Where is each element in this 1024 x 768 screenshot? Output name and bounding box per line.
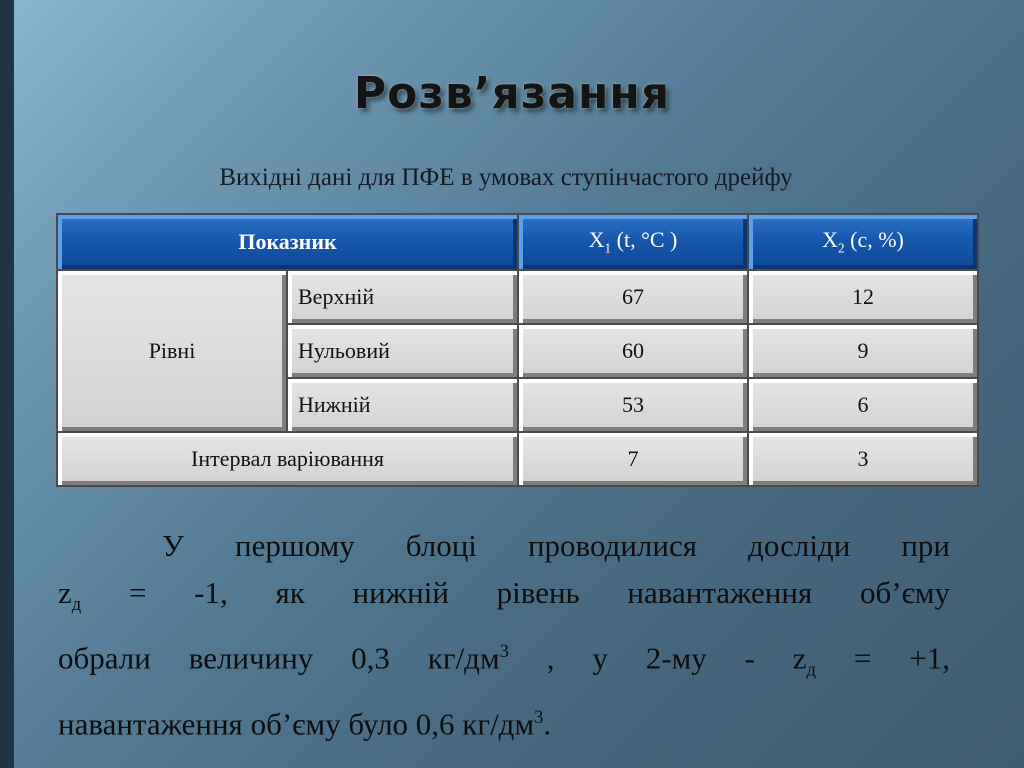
header-x1-sub: 1 [604, 240, 612, 256]
header-x2 [748, 214, 978, 270]
x1-value: 53 [518, 378, 748, 432]
header-x1-main: X [588, 227, 605, 253]
x2-value: 12 [748, 270, 978, 324]
interval-label: Інтервал варіювання [57, 432, 518, 486]
body-paragraph [58, 522, 950, 747]
interval-row [57, 432, 978, 486]
body-text-segment: = +1, [816, 640, 950, 676]
levels-label: Рівні [57, 270, 287, 432]
slide-title: Розв’язання [353, 68, 671, 119]
body-subscript: д [806, 659, 817, 681]
header-indicator: Показник [57, 214, 518, 270]
level-name: Нижній [287, 378, 518, 432]
body-text-segment: = -1, як нижній рівень навантаження об’єму [81, 575, 950, 610]
body-text-segment: . [543, 706, 552, 742]
table-row [57, 270, 978, 324]
header-x1 [518, 214, 748, 270]
body-text-segment: , у 2-му - z [508, 640, 807, 676]
level-name: Верхній [287, 270, 518, 324]
x1-value: 67 [518, 270, 748, 324]
x1-value: 60 [518, 324, 748, 378]
body-line-4 [58, 694, 950, 747]
body-text-segment: обрали величину 0,3 кг/дм [58, 640, 500, 676]
body-line-2 [58, 569, 950, 628]
header-x2-unit: (c, %) [844, 227, 904, 253]
x2-value: 6 [748, 378, 978, 432]
level-name: Нульовий [287, 324, 518, 378]
data-table [56, 213, 979, 487]
interval-x1: 7 [518, 432, 748, 486]
body-line-3 [58, 628, 950, 694]
interval-x2: 3 [748, 432, 978, 486]
table-caption: Вихідні дані для ПФЕ в умовах ступінчастого дрейфу [219, 164, 793, 191]
header-x1-unit: (t, °C ) [611, 227, 678, 253]
body-subscript: д [71, 594, 82, 616]
body-text-segment: У першому блоці проводилися досліди при [162, 528, 950, 563]
body-text-segment: навантаження об’єму було 0,6 кг/дм [58, 706, 535, 742]
body-line-1 [58, 522, 950, 569]
body-superscript: 3 [499, 641, 509, 663]
body-text-segment: z [58, 575, 72, 610]
header-x2-main: X [822, 227, 839, 253]
body-superscript: 3 [534, 706, 544, 728]
header-x2-sub: 2 [838, 240, 845, 256]
table-header-row [57, 214, 978, 270]
x2-value: 9 [748, 324, 978, 378]
